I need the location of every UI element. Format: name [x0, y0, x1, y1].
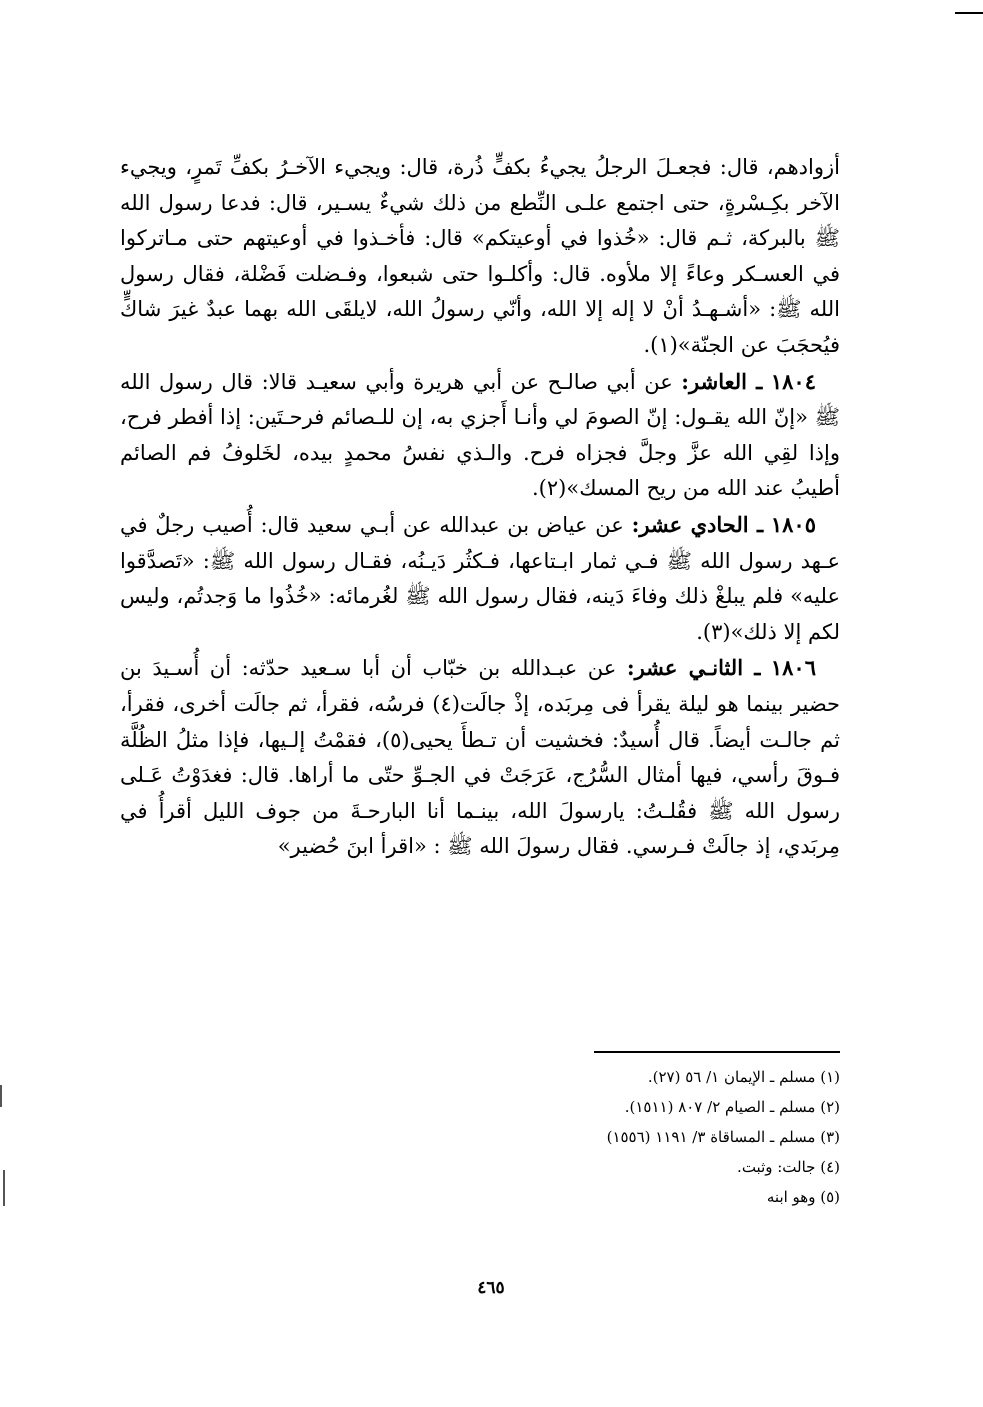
hadith-label: ـ العاشر:	[681, 368, 763, 394]
footnotes	[470, 1062, 840, 1212]
hadith-label: ـ الحادي عشر:	[631, 511, 764, 537]
hadith-number: ١٨٠٤	[770, 368, 816, 394]
paragraph-continuation	[120, 150, 840, 364]
hadith-paragraph-1805	[120, 507, 840, 650]
scan-edge-mark	[3, 1170, 5, 1206]
paragraph-text: عن عبـدالله بن خبّاب أن أبا سـعيد حدّثه: أن أُسـيدَ بن حضير بينما هو ليلة يقرأ فى مِربَده، إذْ جالَت(٤) فرسُه، فقرأ، ثم جالَت أخرى، فقرأ، ثم جالـت أيضاً. قال أُسيدٌ: فخشيت أن تـطأَ يحيى(٥)، فقمْتُ إلـيها، فإذا مثلُ الظُلَّة فـوقَ رأسي، فيها أمثال السُّرُج، عَرَجَتْ في الجـوِّ حتّى ما أراها. قال: فغدَوْتُ عَـلى رسول الله ﷺ فقُلـتُ: يارسولَ الله، بينـما أنا البارحـةَ من جوف الليل أقرأُ في مِربَدي، إذ جالَتْ فـرسي. فقال رسولَ الله ﷺ : «اقرأ ابنَ حُضير»	[120, 656, 841, 859]
footnote-3: (٣) مسلم ـ المساقاة ٣/ ١١٩١ (١٥٥٦)	[606, 1128, 840, 1146]
page-number: ٤٦٥	[477, 1278, 505, 1298]
paragraph-text: أزوادهم، قال: فجعـلَ الرجلُ يجيءُ بكفٍّ ذُرة، قال: ويجيء الآخـرُ بكفِّ تَمرٍ، ويجيء الآخر بكِـسْرةٍ، حتى اجتمع علـى النِّطع من ذلك شيءٌ يسـير، قال: فدعا رسول الله ﷺ بالبركة، ثـم قال: «خُذوا في أوعيتكم» قال: فأخـذوا في أوعيتهم حتى مـاتركوا في العسـكر وعاءً إلا ملأوه. قال: وأكلـوا حتى شبعوا، وفـضلت فَضْلة، فقال رسول الله ﷺ: «أشـهـدُ أنْ لا إله إلا الله، وأنّي رسولُ الله، لايلقَى الله بهما عبدٌ غيرَ شاكٍّ فيُحجَبَ عن الجنّة»(١).	[120, 155, 840, 357]
footnote-2: (٢) مسلم ـ الصيام ٢/ ٨٠٧ (١٥١١).	[624, 1098, 840, 1116]
hadith-paragraph-1804	[120, 364, 840, 507]
hadith-label: ـ الثانـي عشر:	[626, 655, 761, 681]
footnote-separator	[594, 1051, 840, 1053]
scan-edge-mark	[0, 1085, 2, 1107]
paragraph-text: عن عياض بن عبدالله عن أبـي سعيد قال: أُصيب رجلٌ في عـهد رسول الله ﷺ فـي ثمار ابـتاعها، فـكثُر دَيـنُه، فقـال رسول الله ﷺ: «تَصدَّقوا عليه» فلم يبلغْ ذلك وفاءَ دَينه، فقال رسول الله ﷺ لغُرمائه: «خُذُوا ما وَجدتُم، وليس لكم إلا ذلك»(٣).	[120, 512, 840, 644]
main-text	[120, 150, 840, 865]
hadith-number: ١٨٠٦	[770, 655, 816, 681]
footnote-4: (٤) جالت: وثبت.	[737, 1158, 840, 1176]
hadith-number: ١٨٠٥	[770, 511, 816, 537]
footnote-1: (١) مسلم ـ الإيمان ١/ ٥٦ (٢٧).	[647, 1068, 840, 1086]
footnote-5: (٥) وهو ابنه	[766, 1188, 840, 1206]
scan-corner-mark	[955, 12, 983, 14]
paragraph-text: عن أبي صالـح عن أبي هريرة وأبي سعيـد قالا: قال رسول الله ﷺ «إنّ الله يقـول: إنّ الصومَ لي وأنـا أَجزي به، إن للـصائم فرحـتَين: إذا أفطر فرح، وإذا لقِي الله عزَّ وجلَّ فجزاه فرح. والـذي نفسُ محمدٍ بيده، لخَلوفُ فم الصائم أطيبُ عند الله من ريح المسك»(٢).	[120, 369, 840, 501]
hadith-paragraph-1806	[120, 650, 840, 865]
